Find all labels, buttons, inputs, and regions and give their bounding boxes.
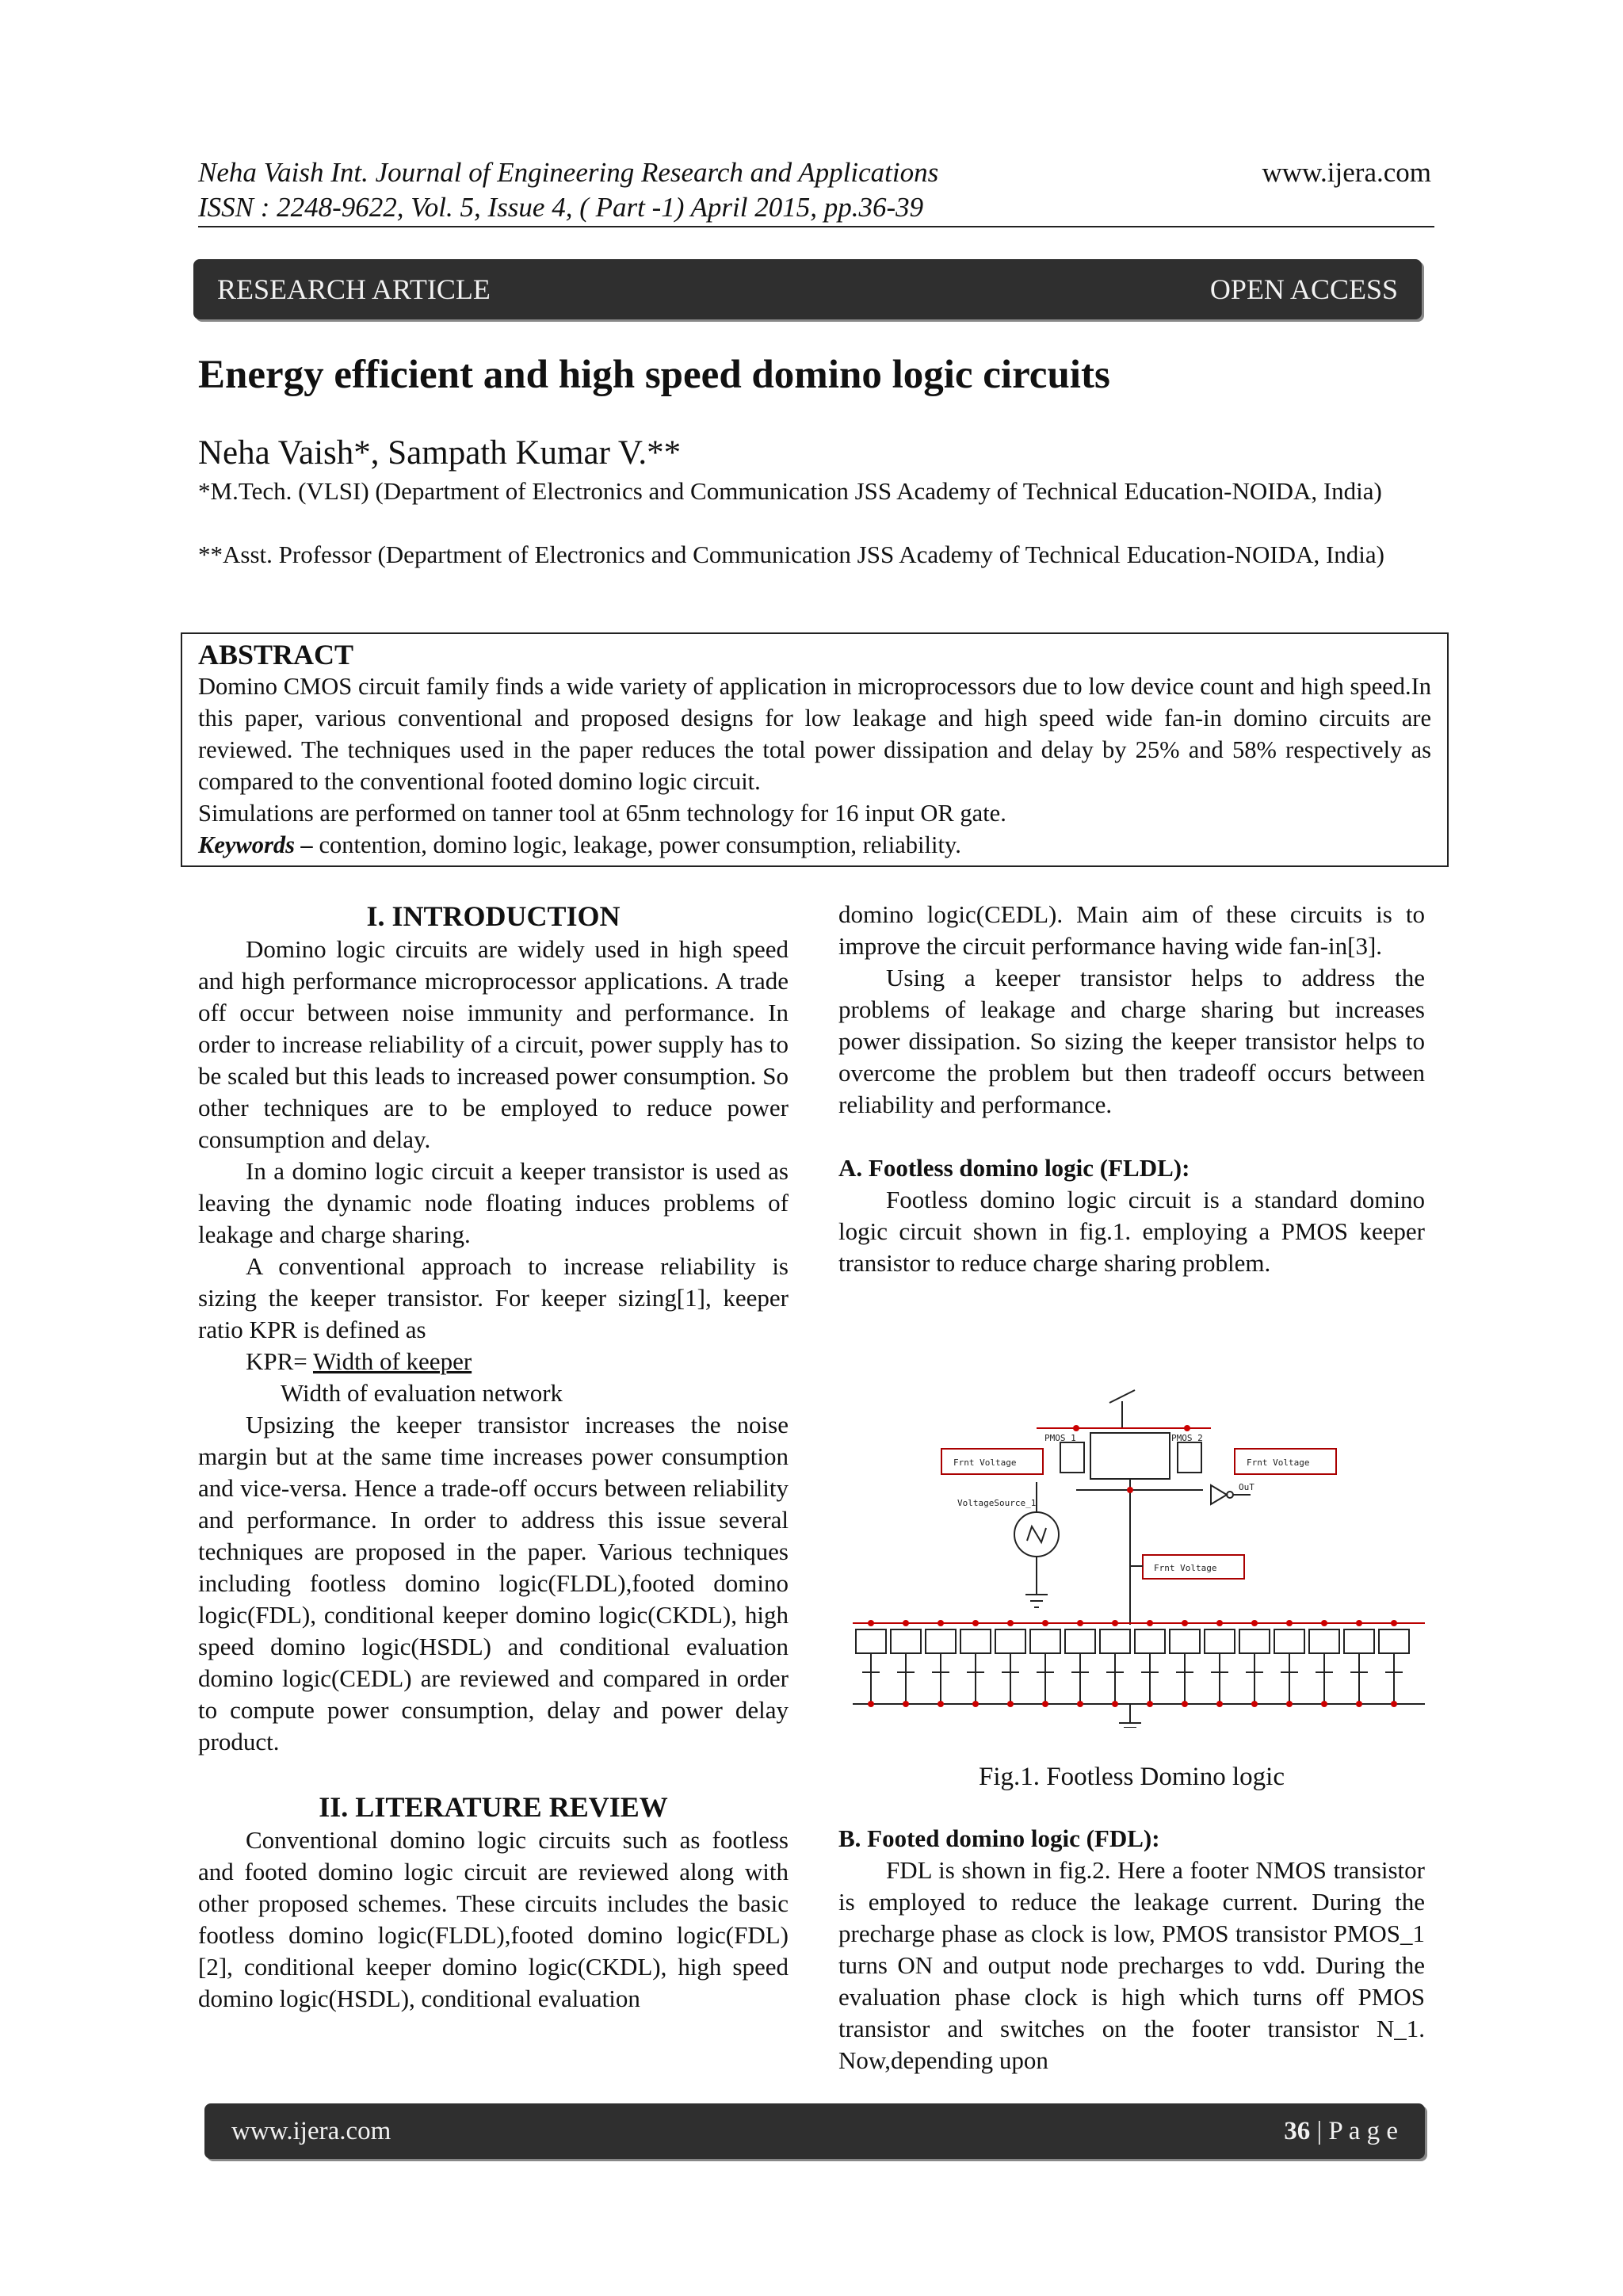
- abstract-heading: ABSTRACT: [198, 639, 354, 670]
- intro-paragraph-2: In a domino logic circuit a keeper transistor is used as leaving the dynamic node floating induces problems of leakage and charge sharing.: [198, 1157, 789, 1248]
- subsection-a-heading: A. Footless domino logic (FLDL):: [838, 1154, 1190, 1182]
- research-article-label: RESEARCH ARTICLE: [217, 273, 491, 305]
- page-footer: [204, 2103, 1425, 2159]
- figure-1-caption: Fig.1. Footless Domino logic: [979, 1763, 1285, 1791]
- keywords-text: contention, domino logic, leakage, power consumption, reliability.: [312, 831, 961, 858]
- literature-paragraph-1: Conventional domino logic circuits such as footless and footed domino logic circuit are reviewed along with other proposed schemes. These circuits includes the basic footless domino logic(FLDL),footed domino logic(FDL)[2], conditional keeper domino logic(CKDL), high speed domino logic(HSDL), conditional evaluation: [198, 1826, 789, 2012]
- fig-label-f: PMOS_2: [1171, 1433, 1203, 1443]
- abstract-box: [181, 632, 1449, 867]
- intro-heading: I. INTRODUCTION: [366, 900, 621, 932]
- abstract-body: Domino CMOS circuit family finds a wide variety of application in microprocessors due to low device count and high speed.In this paper, various conventional and proposed designs for low leakage and high speed wide fan-in domino circuits are reviewed. The techniques used in the paper reduces the total power dissipation and delay by 25% and 58% respectively as compared to the conventional footed domino logic circuit.: [198, 673, 1431, 795]
- fig-label-c: Frnt Voltage: [1154, 1563, 1217, 1573]
- left-column: [198, 899, 789, 2015]
- article-type-banner: [193, 259, 1422, 319]
- header-divider: [198, 226, 1434, 227]
- right-column-top: [838, 899, 1425, 1279]
- intro-paragraph-3: A conventional approach to increase reliability is sizing the keeper transistor. For keeper sizing[1], keeper ratio KPR is defined as: [198, 1252, 789, 1343]
- footer-website[interactable]: www.ijera.com: [231, 2116, 391, 2145]
- kpr-label: KPR=: [246, 1347, 313, 1375]
- fig-label-e: PMOS_1: [1044, 1433, 1076, 1443]
- right-paragraph-1: domino logic(CEDL). Main aim of these circuits is to improve the circuit performance having wide fan-in[3].: [838, 900, 1425, 960]
- header-website[interactable]: www.ijera.com: [1262, 157, 1431, 188]
- journal-line: Neha Vaish Int. Journal of Engineering Research and Applications: [198, 157, 939, 188]
- intro-paragraph-4: Upsizing the keeper transistor increases the noise margin but at the same time increases power consumption and vice-versa. Hence a trade-off occurs between reliability and performance. In order to address this issue several techniques are proposed in the paper. Various techniques including footless domino logic(FLDL),footed domino logic(FDL), conditional keeper domino logic(CKDL), high speed domino logic(HSDL) and conditional evaluation domino logic(CEDL) are reviewed and compared in order to compute power consumption, delay and power delay product.: [198, 1411, 789, 1755]
- right-paragraph-2: Using a keeper transistor helps to address the problems of leakage and charge sharing but increases power dissipation. So sizing the keeper transistor helps to overcome the problem but then tradeoff occurs between reliability and performance.: [838, 964, 1425, 1118]
- kpr-formula: [198, 1346, 789, 1377]
- right-column-bottom: [838, 1823, 1425, 2076]
- kpr-numerator: Width of keeper: [312, 1347, 472, 1375]
- fig-label-g: OuT: [1239, 1482, 1254, 1492]
- right-paragraph-4: FDL is shown in fig.2. Here a footer NMOS transistor is employed to reduce the leakage current. During the precharge phase as clock is low, PMOS transistor PMOS_1 turns ON and output node precharges to vdd. During the evaluation phase clock is high which turns off PMOS transistor and switches on the footer transistor N_1. Now,depending upon: [838, 1856, 1425, 2074]
- page-label: | P a g e: [1310, 2116, 1398, 2145]
- kpr-denominator: Width of evaluation network: [281, 1379, 563, 1407]
- affiliation-1: *M.Tech. (VLSI) (Department of Electronics and Communication JSS Academy of Technical Education-NOIDA, India): [198, 477, 1382, 505]
- running-header: [198, 155, 938, 225]
- paper-authors: Neha Vaish*, Sampath Kumar V.**: [198, 434, 682, 472]
- paper-title: Energy efficient and high speed domino logic circuits: [198, 353, 1110, 397]
- open-access-label: OPEN ACCESS: [1209, 273, 1398, 305]
- literature-heading: II. LITERATURE REVIEW: [319, 1791, 668, 1823]
- keywords-line: [198, 829, 1431, 861]
- fig-label-a: Frnt Voltage: [953, 1457, 1017, 1468]
- issn-line: ISSN : 2248-9622, Vol. 5, Issue 4, ( Part -1) April 2015, pp.36-39: [198, 192, 924, 223]
- page-number: [1284, 2117, 1398, 2146]
- page-number-value: 36: [1284, 2116, 1311, 2145]
- intro-paragraph-1: Domino logic circuits are widely used in high speed and high performance microprocessor applications. A trade off occur between noise immunity and performance. In order to increase reliability of a circuit, power supply has to be scaled but this leads to increased power consumption. So other techniques are to be employed to reduce power consumption and delay.: [198, 935, 789, 1153]
- fig-label-d: VoltageSource_1: [957, 1498, 1037, 1508]
- subsection-b-heading: B. Footed domino logic (FDL):: [838, 1824, 1160, 1852]
- keywords-label: Keywords –: [198, 831, 313, 858]
- abstract-simulation-line: Simulations are performed on tanner tool at 65nm technology for 16 input OR gate.: [198, 800, 1006, 827]
- affiliation-2: **Asst. Professor (Department of Electronics and Communication JSS Academy of Technical Education-NOIDA, India): [198, 541, 1384, 568]
- right-paragraph-3: Footless domino logic circuit is a standard domino logic circuit shown in fig.1. employing a PMOS keeper transistor to reduce charge sharing problem.: [838, 1186, 1425, 1277]
- fig-label-b: Frnt Voltage: [1247, 1457, 1310, 1468]
- footless-domino-circuit-figure: [838, 1371, 1425, 1728]
